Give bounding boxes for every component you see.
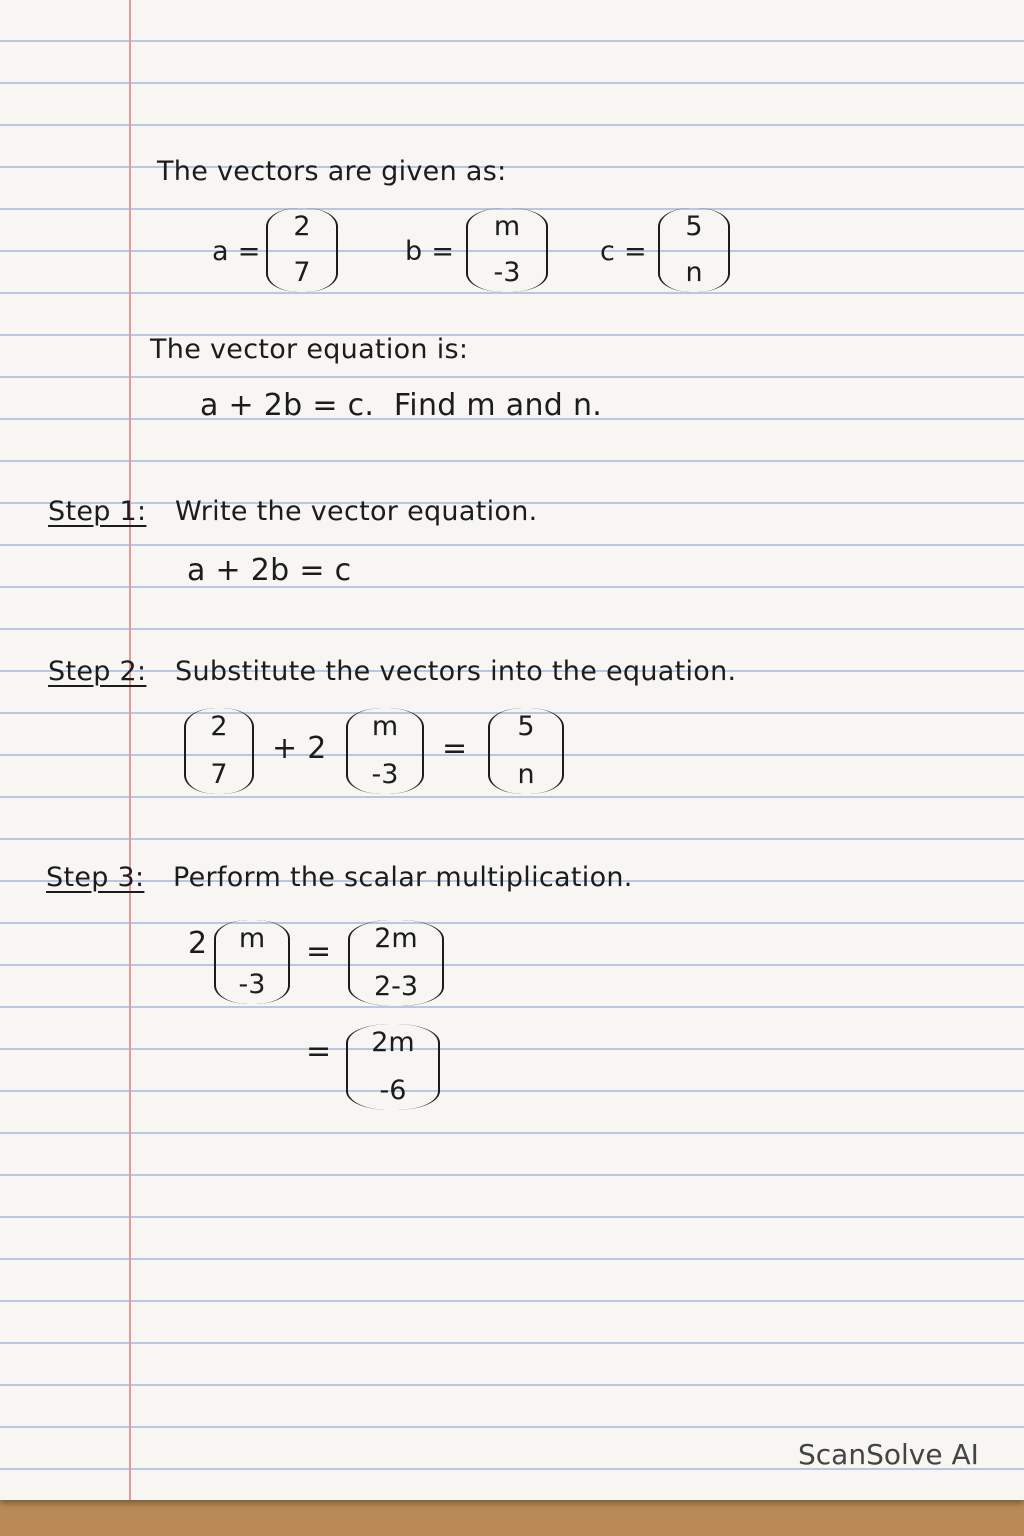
step3-description: Perform the scalar multiplication. [173, 862, 633, 893]
step3-equals-1: = [306, 934, 332, 969]
step1-equation: a + 2b = c [187, 553, 352, 588]
step3-vector-2m-expanded-top: 2m [374, 923, 418, 954]
step3-vector-2m-expanded-bottom: 2-3 [373, 971, 419, 1002]
step3-label: Step 3: [46, 862, 145, 893]
step2-equals: = [442, 731, 468, 766]
step2-vector-b-top: m [371, 711, 399, 742]
step2-vector-a-top: 2 [210, 711, 228, 742]
step2-plus-two: + 2 [272, 731, 327, 766]
step2-vector-a [184, 708, 254, 794]
equation-label: The vector equation is: [150, 334, 469, 365]
step3-vector-result [346, 1024, 440, 1110]
step3-coefficient: 2 [188, 926, 208, 961]
step3-vector-result-bottom: -6 [379, 1075, 407, 1106]
step2-vector-c [488, 708, 564, 794]
step3-vector-m-bottom: -3 [238, 969, 266, 1000]
step3-equals-2: = [306, 1034, 332, 1069]
vector-c-bottom: n [685, 257, 703, 288]
vector-c-label: c = [600, 236, 647, 267]
given-label: The vectors are given as: [157, 156, 507, 187]
vector-c-top: 5 [685, 211, 703, 242]
vector-a [266, 208, 338, 292]
vector-b-label: b = [405, 236, 455, 267]
step2-vector-a-bottom: 7 [210, 759, 228, 790]
problem-equation: a + 2b = c. Find m and n. [200, 388, 603, 423]
vector-b [466, 208, 548, 292]
vector-a-label: a = [212, 236, 261, 267]
step1-label: Step 1: [48, 496, 147, 527]
vector-b-top: m [493, 211, 521, 242]
vector-b-bottom: -3 [493, 257, 521, 288]
vector-c [658, 208, 730, 292]
watermark-text: ScanSolve AI [798, 1438, 979, 1471]
vector-a-top: 2 [293, 211, 311, 242]
step2-description: Substitute the vectors into the equation. [175, 656, 737, 687]
step1-description: Write the vector equation. [175, 496, 538, 527]
step2-vector-b-bottom: -3 [371, 759, 399, 790]
step2-label: Step 2: [48, 656, 147, 687]
margin-line [129, 0, 131, 1500]
step2-vector-c-top: 5 [517, 711, 535, 742]
step2-vector-c-bottom: n [517, 759, 535, 790]
step3-vector-m [214, 920, 290, 1004]
step2-vector-b [346, 708, 424, 794]
step3-vector-2m-expanded [348, 920, 444, 1006]
vector-a-bottom: 7 [293, 257, 311, 288]
step3-vector-m-top: m [238, 923, 266, 954]
step3-vector-result-top: 2m [371, 1027, 415, 1058]
